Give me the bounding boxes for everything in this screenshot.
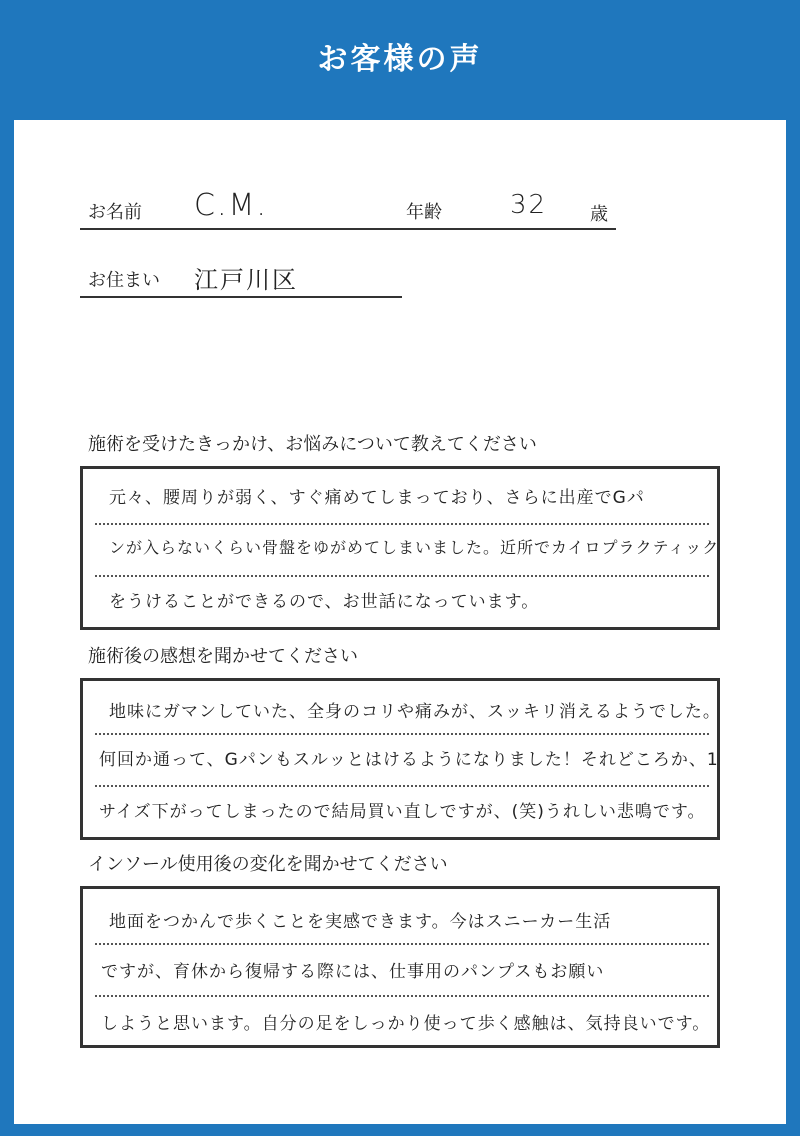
testimonial-sheet: [14, 120, 786, 1124]
answer-box-1: [80, 466, 720, 630]
answer-box-3: [80, 886, 720, 1048]
name-label: お名前: [88, 202, 142, 223]
answer-3-line-3: しようと思います。自分の足をしっかり使って歩く感触は、気持良いです。: [101, 1014, 711, 1034]
answer-2-line-2: 何回か通って、Gパンもスルッとはけるようになりました！それどころか、1: [99, 750, 719, 770]
answer-3-line-1: 地面をつかんで歩くことを実感できます。今はスニーカー生活: [109, 912, 612, 932]
question-2-title: 施術後の感想を聞かせてください: [88, 646, 358, 667]
age-unit: 歳: [590, 204, 608, 225]
age-value: 32: [510, 190, 548, 220]
address-value: 江戸川区: [194, 266, 298, 294]
question-1-title: 施術を受けたきっかけ、お悩みについて教えてください: [88, 434, 537, 455]
answer-1-line-1: 元々、腰周りが弱く、すぐ痛めてしまっており、さらに出産でGパ: [109, 488, 645, 508]
answer-1-line-3: をうけることができるので、お世話になっています。: [109, 592, 540, 612]
answer-2-line-1: 地味にガマンしていた、全身のコリや痛みが、スッキリ消えるようでした。: [109, 702, 721, 722]
dotted-rule: [95, 785, 709, 787]
name-underline: [80, 228, 616, 230]
question-3-title: インソール使用後の変化を聞かせてください: [88, 854, 448, 875]
dotted-rule: [95, 995, 709, 997]
name-value: C.M.: [194, 188, 268, 223]
answer-box-2: [80, 678, 720, 840]
dotted-rule: [95, 523, 709, 525]
age-label: 年齢: [406, 202, 442, 223]
answer-3-line-2: ですが、育休から復帰する際には、仕事用のパンプスもお願い: [101, 962, 605, 982]
answer-1-line-2: ンが入らないくらい骨盤をゆがめてしまいました。近所でカイロプラクティック: [109, 538, 720, 557]
header: [0, 0, 800, 120]
answer-2-line-3: サイズ下がってしまったので結局買い直しですが、(笑)うれしい悲鳴です。: [99, 802, 706, 822]
dotted-rule: [95, 943, 709, 945]
page-title: お客様の声: [317, 42, 483, 77]
address-label: お住まい: [88, 270, 160, 291]
address-underline: [80, 296, 402, 298]
dotted-rule: [95, 575, 709, 577]
dotted-rule: [95, 733, 709, 735]
